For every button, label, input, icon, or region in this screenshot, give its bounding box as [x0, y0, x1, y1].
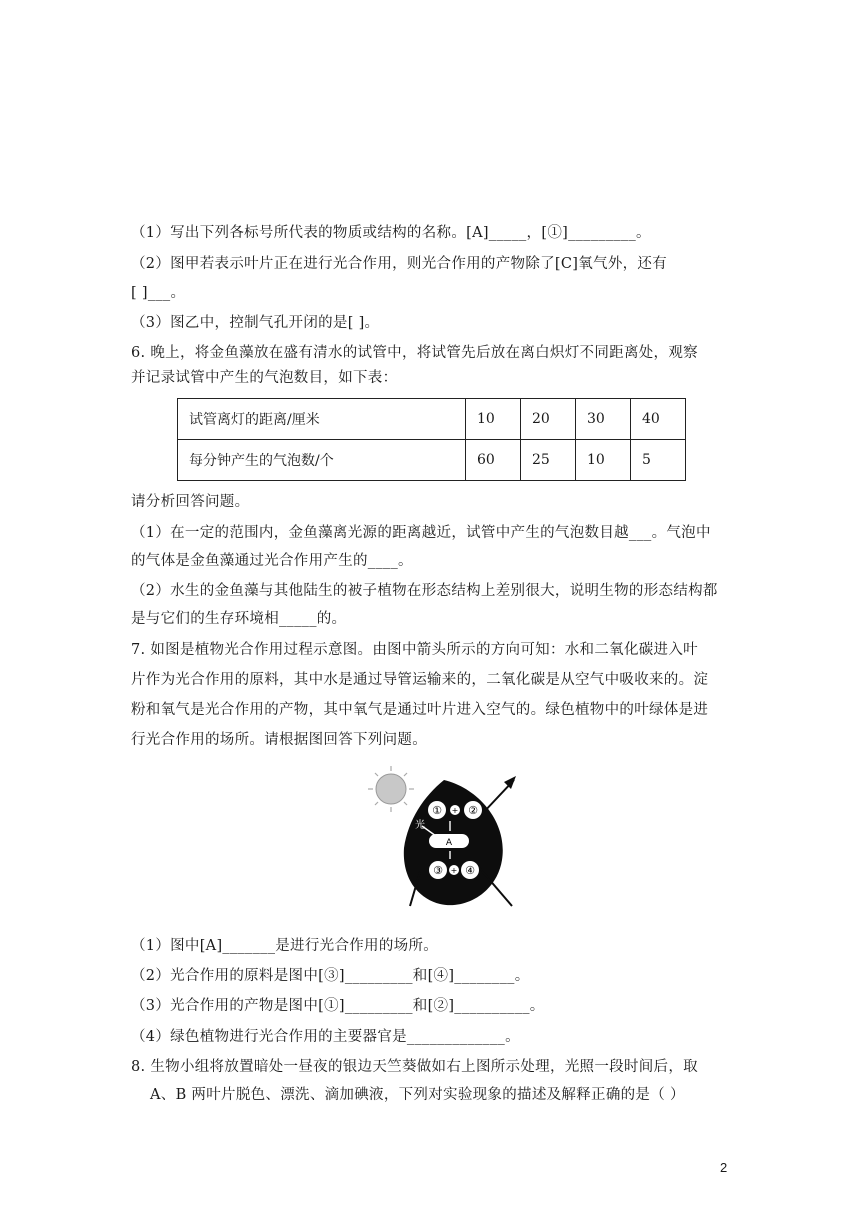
light-label: 光 [415, 820, 425, 831]
label-3: ③ [433, 864, 443, 877]
q7-stem-line4: 行光合作用的场所。请根据图回答下列问题。 [131, 732, 427, 748]
table-cell: 10 [466, 399, 521, 440]
q7-sub4: （4）绿色植物进行光合作用的主要器官是_____________。 [131, 1029, 520, 1045]
q6-stem-line2: 并记录试管中产生的气泡数目，如下表： [131, 370, 398, 386]
table-cell: 10 [576, 440, 631, 481]
table-cell: 30 [576, 399, 631, 440]
q6-stem-line1: 6. 晚上，将金鱼藻放在盛有清水的试管中，将试管先后放在离白炽灯不同距离处，观察 [131, 345, 698, 361]
table-row-label: 试管离灯的距离/厘米 [178, 399, 466, 440]
plus-top: + [451, 806, 459, 815]
q5-sub2-line1: （2）图甲若表示叶片正在进行光合作用，则光合作用的产物除了[C]氧气外，还有 [131, 256, 668, 272]
table-cell: 20 [521, 399, 576, 440]
photosynthesis-diagram [366, 764, 522, 914]
q6-data-table [177, 398, 686, 481]
q8-stem-line2: A、B 两叶片脱色、漂洗、滴加碘液，下列对实验现象的描述及解释正确的是（ ） [150, 1087, 685, 1103]
table-cell: 5 [631, 440, 686, 481]
page-number: 2 [720, 1160, 728, 1175]
q5-sub3: （3）图乙中，控制气孔开闭的是[ ]。 [131, 315, 380, 331]
label-4: ④ [465, 864, 475, 877]
label-a: A [445, 838, 453, 848]
q7-stem-line3: 粉和氧气是光合作用的产物，其中氧气是通过叶片进入空气的。绿色植物中的叶绿体是进 [131, 702, 709, 718]
label-2: ② [468, 804, 478, 817]
plus-bottom: + [450, 866, 458, 875]
q6-sub2-line2: 是与它们的生存环境相_____的。 [131, 611, 347, 627]
table-cell: 60 [466, 440, 521, 481]
q7-sub2: （2）光合作用的原料是图中[③]_________和[④]________。 [131, 968, 530, 984]
table-row [178, 440, 686, 481]
q6-sub1-line1: （1）在一定的范围内，金鱼藻离光源的距离越近，试管中产生的气泡数目越___。气泡中 [131, 525, 711, 541]
table-row [178, 399, 686, 440]
q7-sub1: （1）图中[A]_______是进行光合作用的场所。 [131, 938, 439, 954]
q7-stem-line1: 7. 如图是植物光合作用过程示意图。由图中箭头所示的方向可知：水和二氧化碳进入叶 [131, 642, 698, 658]
sun-icon [368, 766, 414, 812]
q5-sub1: （1）写出下列各标号所代表的物质或结构的名称。[A]_____，[①]_________。 [131, 225, 651, 241]
table-cell: 25 [521, 440, 576, 481]
table-cell: 40 [631, 399, 686, 440]
q5-sub2-line2: [ ]___。 [131, 285, 186, 301]
table-row-label: 每分钟产生的气泡数/个 [178, 440, 466, 481]
q7-sub3: （3）光合作用的产物是图中[①]_________和[②]__________。 [131, 998, 545, 1014]
label-1: ① [432, 804, 442, 817]
q6-prompt: 请分析回答问题。 [131, 494, 250, 510]
q6-sub2-line1: （2）水生的金鱼藻与其他陆生的被子植物在形态结构上差别很大，说明生物的形态结构都 [131, 583, 718, 599]
q6-sub1-line2: 的气体是金鱼藻通过光合作用产生的____。 [131, 553, 413, 569]
q7-stem-line2: 片作为光合作用的原料，其中水是通过导管运输来的，二氧化碳是从空气中吸收来的。淀 [131, 672, 709, 688]
q8-stem-line1: 8. 生物小组将放置暗处一昼夜的银边天竺葵做如右上图所示处理，光照一段时间后，取 [131, 1059, 698, 1075]
